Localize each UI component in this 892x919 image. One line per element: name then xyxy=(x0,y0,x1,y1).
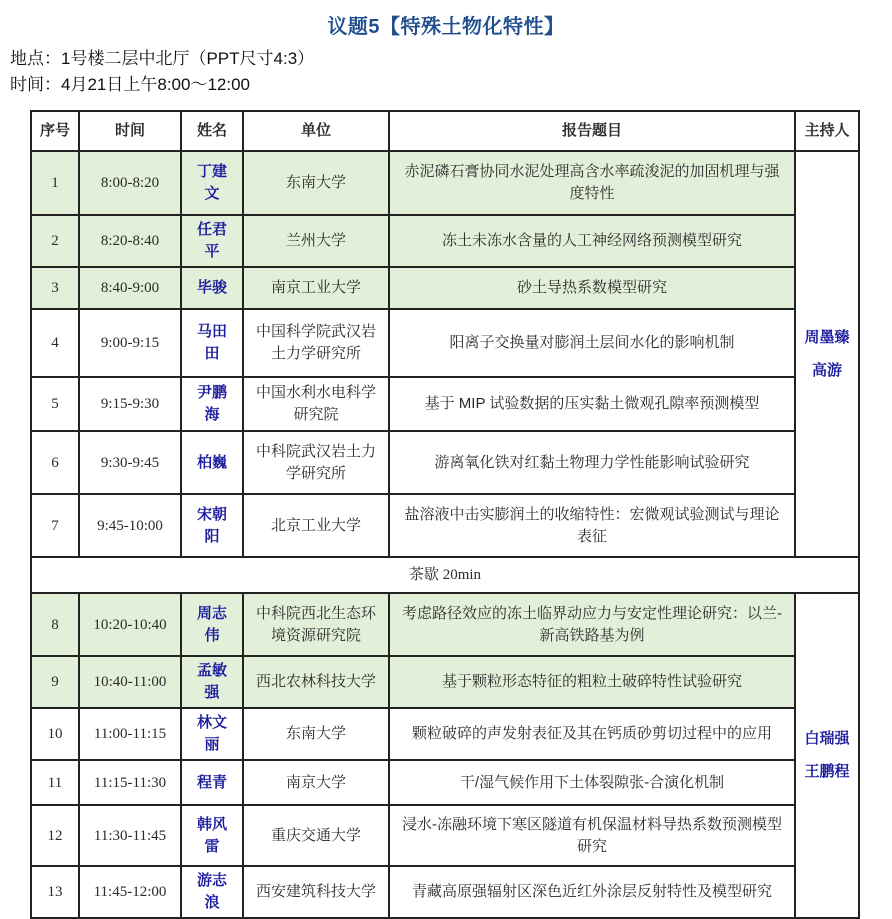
cell-no: 1 xyxy=(31,151,79,215)
table-row-9 xyxy=(31,656,859,708)
host-cell-session2 xyxy=(795,593,859,918)
cell-org: 东南大学 xyxy=(243,151,389,215)
column-header-host: 主持人 xyxy=(795,111,859,151)
cell-time: 11:00-11:15 xyxy=(79,708,181,760)
cell-name: 周志伟 xyxy=(181,593,243,656)
table-row-8 xyxy=(31,593,859,656)
cell-org: 中国水利水电科学研究院 xyxy=(243,377,389,431)
cell-no: 7 xyxy=(31,494,79,557)
tea-break-label: 茶歇 20min xyxy=(31,557,859,593)
header-row xyxy=(31,111,859,151)
cell-time: 11:15-11:30 xyxy=(79,760,181,805)
cell-org: 东南大学 xyxy=(243,708,389,760)
cell-title: 基于颗粒形态特征的粗粒土破碎特性试验研究 xyxy=(389,656,795,708)
cell-org: 重庆交通大学 xyxy=(243,805,389,866)
cell-name: 柏巍 xyxy=(181,431,243,494)
location-line: 地点：1号楼二层中北厅（PPT尺寸4:3） xyxy=(10,49,315,68)
table-row-13 xyxy=(31,866,859,918)
host-name: 高游 xyxy=(811,361,842,379)
cell-no: 5 xyxy=(31,377,79,431)
cell-no: 12 xyxy=(31,805,79,866)
cell-time: 8:00-8:20 xyxy=(79,151,181,215)
column-header-org: 单位 xyxy=(243,111,389,151)
cell-title: 青藏高原强辐射区深色近红外涂层反射特性及模型研究 xyxy=(389,866,795,918)
host-name: 周墨臻 xyxy=(804,328,850,346)
cell-title: 赤泥磷石膏协同水泥处理高含水率疏浚泥的加固机理与强度特性 xyxy=(389,151,795,215)
cell-title: 砂土导热系数模型研究 xyxy=(389,267,795,309)
cell-no: 3 xyxy=(31,267,79,309)
cell-title: 基于 MIP 试验数据的压实黏土微观孔隙率预测模型 xyxy=(389,377,795,431)
table-row-12 xyxy=(31,805,859,866)
cell-time: 10:40-11:00 xyxy=(79,656,181,708)
cell-no: 6 xyxy=(31,431,79,494)
cell-title: 阳离子交换量对膨润土层间水化的影响机制 xyxy=(389,309,795,377)
cell-name: 马田田 xyxy=(181,309,243,377)
cell-name: 林文丽 xyxy=(181,708,243,760)
cell-time: 8:20-8:40 xyxy=(79,215,181,267)
cell-org: 南京工业大学 xyxy=(243,267,389,309)
table-row-3 xyxy=(31,267,859,309)
column-header-time: 时间 xyxy=(79,111,181,151)
cell-time: 9:45-10:00 xyxy=(79,494,181,557)
column-header-name: 姓名 xyxy=(181,111,243,151)
cell-time: 10:20-10:40 xyxy=(79,593,181,656)
cell-name: 孟敏强 xyxy=(181,656,243,708)
cell-time: 9:00-9:15 xyxy=(79,309,181,377)
cell-no: 4 xyxy=(31,309,79,377)
cell-no: 9 xyxy=(31,656,79,708)
cell-title: 颗粒破碎的声发射表征及其在钙质砂剪切过程中的应用 xyxy=(389,708,795,760)
cell-name: 程青 xyxy=(181,760,243,805)
page-title: 议题5【特殊土物化特性】 xyxy=(327,16,565,38)
host-cell-session1 xyxy=(795,151,859,557)
table-row-1 xyxy=(31,151,859,215)
table-row-5 xyxy=(31,377,859,431)
break-row xyxy=(31,557,859,593)
cell-name: 尹鹏海 xyxy=(181,377,243,431)
table-row-7 xyxy=(31,494,859,557)
table-row-10 xyxy=(31,708,859,760)
column-header-title: 报告题目 xyxy=(389,111,795,151)
cell-org: 兰州大学 xyxy=(243,215,389,267)
cell-org: 中科院西北生态环境资源研究院 xyxy=(243,593,389,656)
cell-no: 13 xyxy=(31,866,79,918)
cell-name: 毕骏 xyxy=(181,267,243,309)
host-name: 白瑞强 xyxy=(804,730,850,747)
schedule-table xyxy=(30,110,860,919)
cell-org: 北京工业大学 xyxy=(243,494,389,557)
cell-title: 浸水-冻融环境下寒区隧道有机保温材料导热系数预测模型研究 xyxy=(389,805,795,866)
cell-name: 任君平 xyxy=(181,215,243,267)
cell-org: 中科院武汉岩土力学研究所 xyxy=(243,431,389,494)
cell-title: 游离氧化铁对红黏土物理力学性能影响试验研究 xyxy=(389,431,795,494)
cell-org: 西北农林科技大学 xyxy=(243,656,389,708)
cell-no: 2 xyxy=(31,215,79,267)
cell-no: 8 xyxy=(31,593,79,656)
table-row-6 xyxy=(31,431,859,494)
cell-name: 韩风雷 xyxy=(181,805,243,866)
table-row-2 xyxy=(31,215,859,267)
cell-no: 11 xyxy=(31,760,79,805)
column-header-no: 序号 xyxy=(31,111,79,151)
cell-time: 11:45-12:00 xyxy=(79,866,181,918)
time-line: 时间：4月21日上午8:00～12:00 xyxy=(10,75,250,94)
cell-time: 11:30-11:45 xyxy=(79,805,181,866)
table-row-11 xyxy=(31,760,859,805)
cell-title: 干/湿气候作用下土体裂隙张-合演化机制 xyxy=(389,760,795,805)
host-name: 王鹏程 xyxy=(804,763,850,780)
cell-time: 9:15-9:30 xyxy=(79,377,181,431)
cell-org: 西安建筑科技大学 xyxy=(243,866,389,918)
cell-no: 10 xyxy=(31,708,79,760)
cell-org: 南京大学 xyxy=(243,760,389,805)
conference-schedule-page xyxy=(0,10,892,919)
cell-title: 盐溶液中击实膨润土的收缩特性：宏微观试验测试与理论表征 xyxy=(389,494,795,557)
cell-name: 丁建文 xyxy=(181,151,243,215)
cell-time: 8:40-9:00 xyxy=(79,267,181,309)
cell-title: 考虑路径效应的冻土临界动应力与安定性理论研究：以兰-新高铁路基为例 xyxy=(389,593,795,656)
cell-time: 9:30-9:45 xyxy=(79,431,181,494)
cell-name: 宋朝阳 xyxy=(181,494,243,557)
table-row-4 xyxy=(31,309,859,377)
cell-name: 游志浪 xyxy=(181,866,243,918)
cell-org: 中国科学院武汉岩土力学研究所 xyxy=(243,309,389,377)
cell-title: 冻土未冻水含量的人工神经网络预测模型研究 xyxy=(389,215,795,267)
